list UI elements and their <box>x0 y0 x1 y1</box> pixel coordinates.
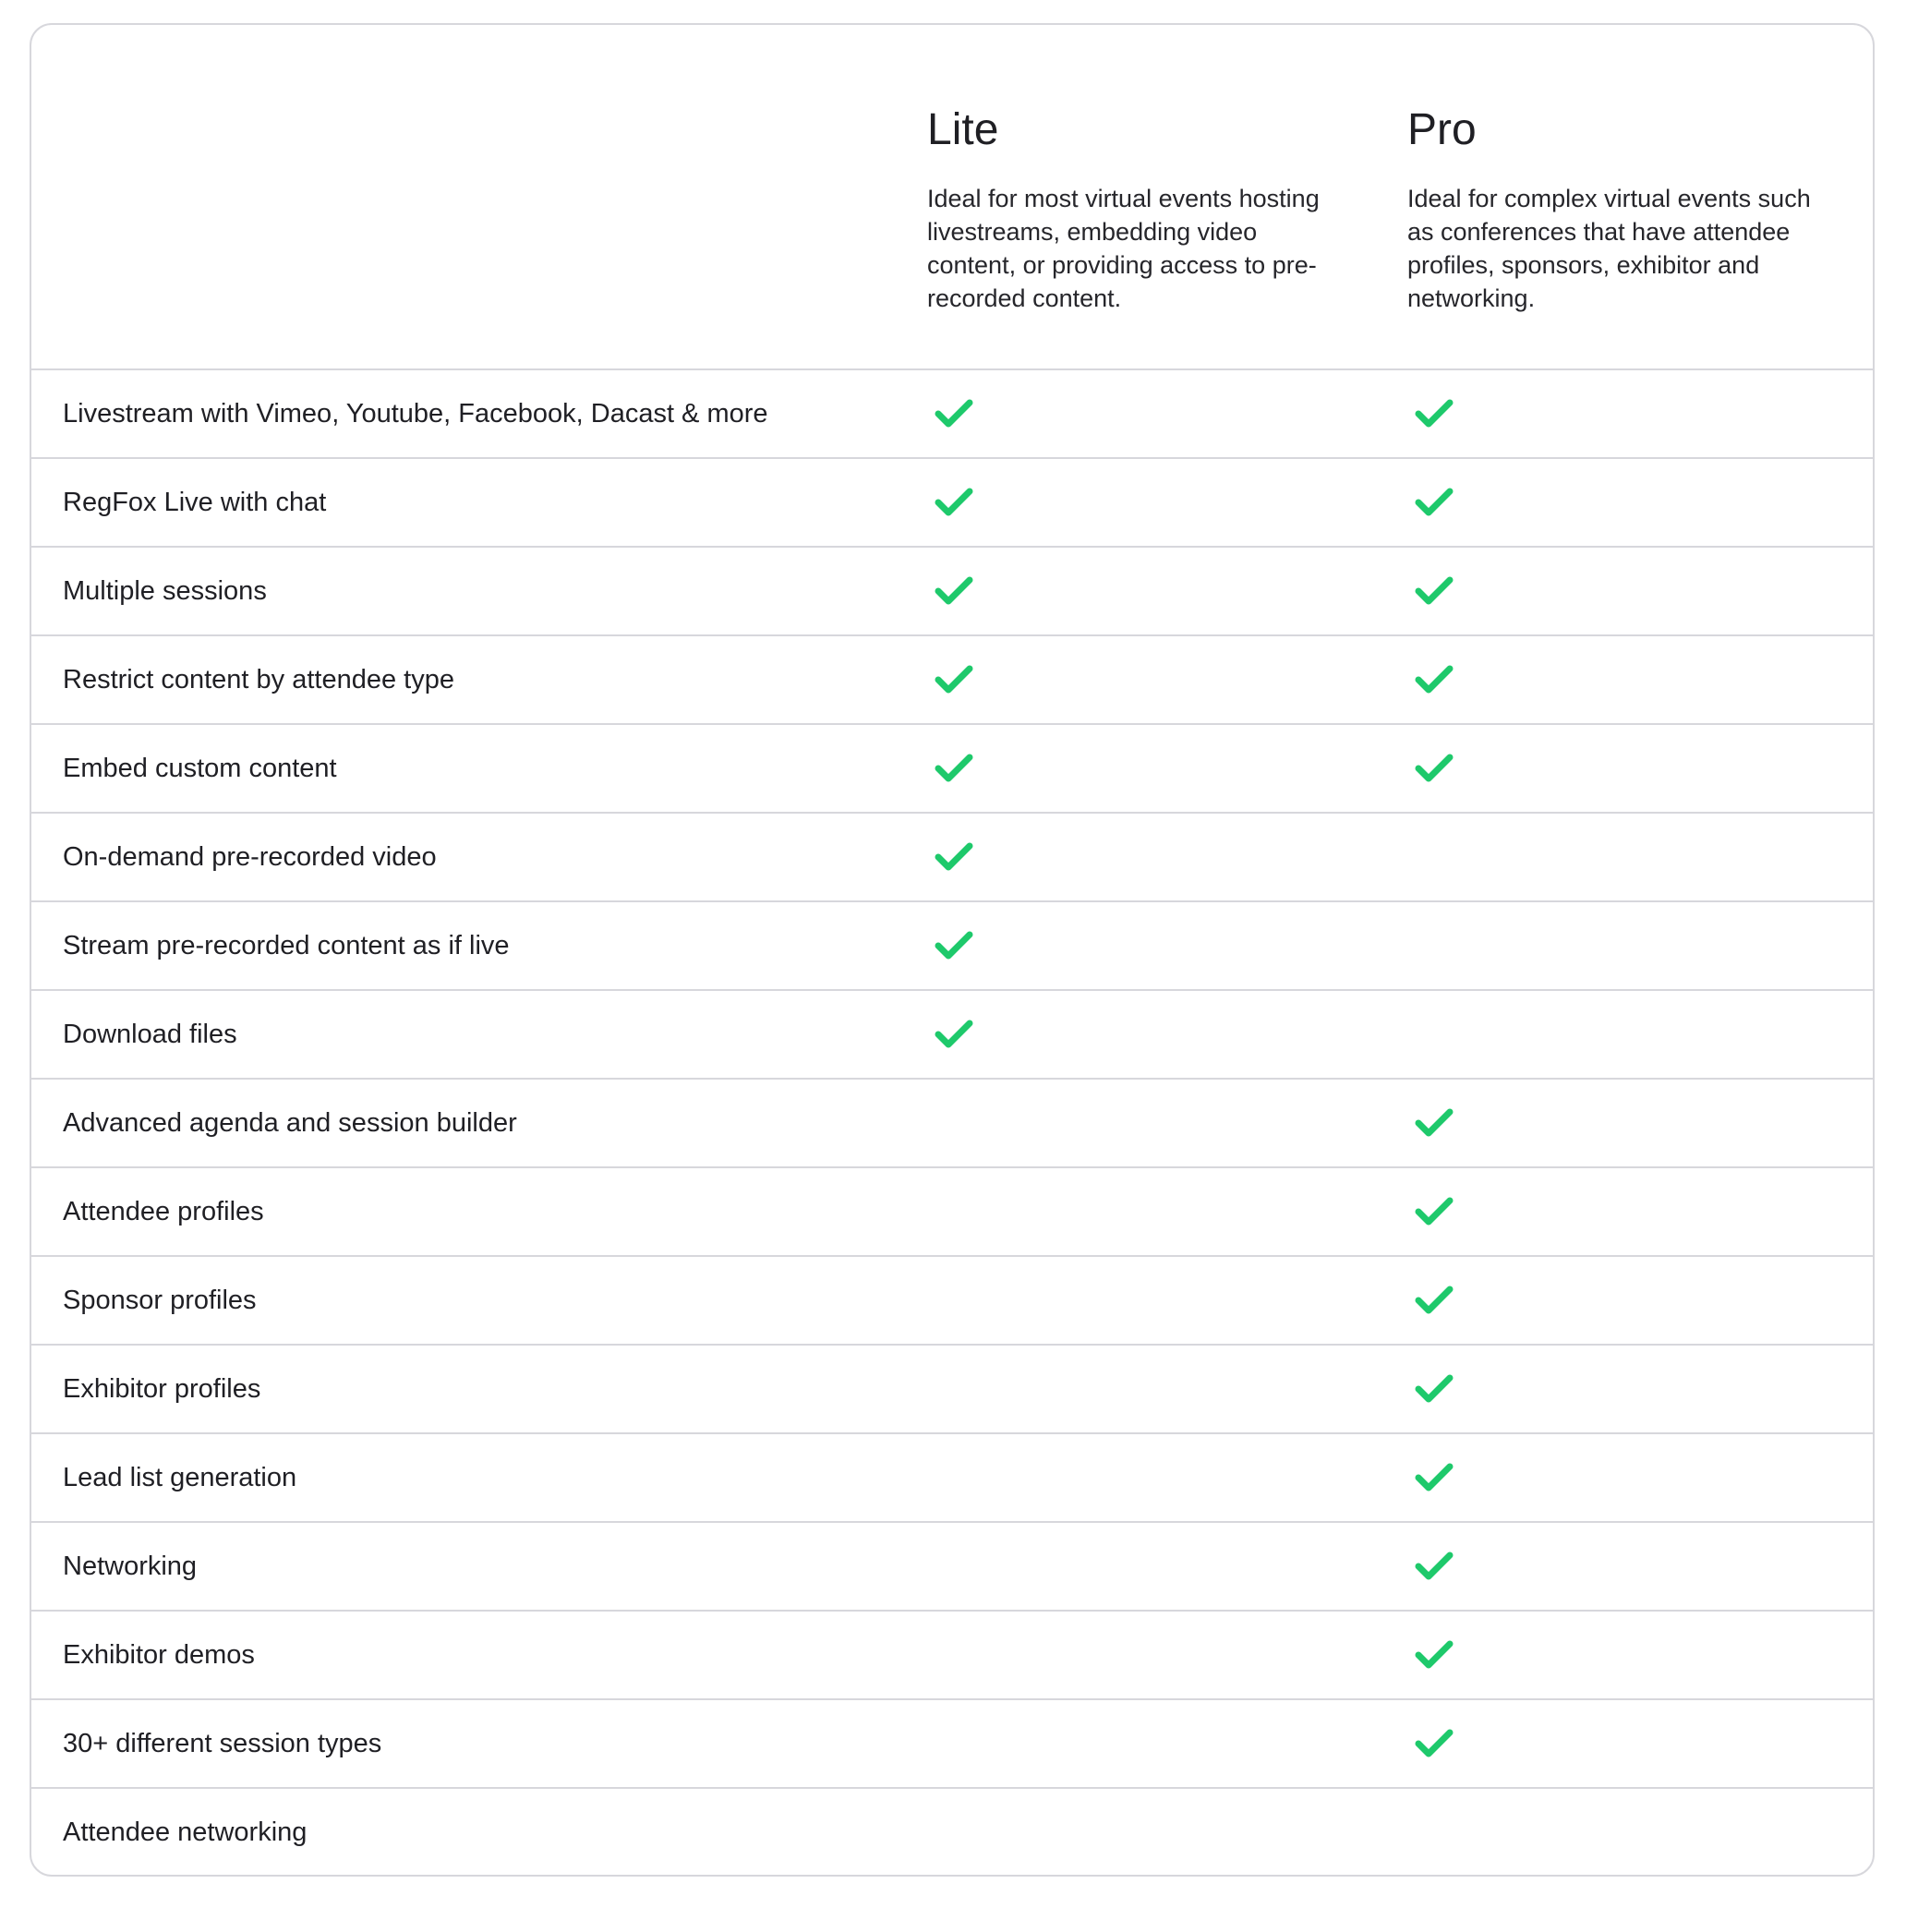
checkmark-icon <box>1415 753 1454 784</box>
lite-cell <box>935 370 990 457</box>
lite-cell <box>935 548 990 634</box>
table-row <box>31 1700 1873 1789</box>
plan-lite-title: Lite <box>927 105 999 154</box>
pro-cell <box>1415 725 1470 812</box>
pro-cell <box>1415 814 1470 900</box>
pro-cell <box>1415 1080 1470 1166</box>
table-row <box>31 902 1873 991</box>
table-header <box>31 25 1873 370</box>
feature-label: Networking <box>63 1552 198 1581</box>
lite-cell <box>935 814 990 900</box>
table-row <box>31 991 1873 1080</box>
pro-cell <box>1415 1168 1470 1255</box>
lite-cell <box>935 1523 990 1610</box>
lite-cell <box>935 725 990 812</box>
checkmark-icon <box>935 1019 973 1050</box>
feature-rows <box>31 370 1873 1877</box>
lite-cell <box>935 1789 990 1876</box>
pro-cell <box>1415 459 1470 546</box>
feature-label: Livestream with Vimeo, Youtube, Facebook, Dacast & more <box>63 399 768 429</box>
feature-label: Restrict content by attendee type <box>63 665 454 694</box>
checkmark-icon <box>1415 1285 1454 1316</box>
lite-cell <box>935 991 990 1078</box>
table-row <box>31 1346 1873 1434</box>
feature-label: Stream pre-recorded content as if live <box>63 931 510 960</box>
table-row <box>31 1434 1873 1523</box>
feature-label: Exhibitor profiles <box>63 1374 261 1404</box>
table-row <box>31 814 1873 902</box>
table-row <box>31 725 1873 814</box>
plan-pro-description: Ideal for complex virtual events such as conferences that have attendee profiles, sponsors, exhibitor and networking. <box>1407 185 1811 312</box>
pro-cell <box>1415 1612 1470 1698</box>
pro-cell <box>1415 1257 1470 1344</box>
feature-label: 30+ different session types <box>63 1729 382 1758</box>
plan-lite-description: Ideal for most virtual events hosting livestreams, embedding video content, or providing access to pre-recorded content. <box>927 185 1320 312</box>
lite-cell <box>935 1168 990 1255</box>
lite-cell <box>935 459 990 546</box>
feature-label: Lead list generation <box>63 1463 297 1492</box>
table-row <box>31 1168 1873 1257</box>
feature-label: Multiple sessions <box>63 576 267 606</box>
checkmark-icon <box>1415 1639 1454 1671</box>
feature-label: Download files <box>63 1020 237 1049</box>
checkmark-icon <box>935 664 973 695</box>
pro-cell <box>1415 1523 1470 1610</box>
checkmark-icon <box>1415 1196 1454 1227</box>
pro-cell <box>1415 1434 1470 1521</box>
checkmark-icon <box>1415 1373 1454 1405</box>
checkmark-icon <box>935 487 973 518</box>
checkmark-icon <box>1415 664 1454 695</box>
checkmark-icon <box>935 575 973 607</box>
lite-cell <box>935 1257 990 1344</box>
table-row <box>31 548 1873 636</box>
checkmark-icon <box>935 753 973 784</box>
pro-cell <box>1415 1346 1470 1432</box>
feature-label: RegFox Live with chat <box>63 488 327 517</box>
checkmark-icon <box>1415 1462 1454 1493</box>
feature-label: Exhibitor demos <box>63 1640 255 1670</box>
pro-cell <box>1415 548 1470 634</box>
feature-label: On-demand pre-recorded video <box>63 842 437 872</box>
lite-cell <box>935 1434 990 1521</box>
lite-cell <box>935 1700 990 1787</box>
plan-lite <box>927 104 1352 315</box>
pro-cell <box>1415 902 1470 989</box>
feature-label: Attendee networking <box>63 1817 308 1847</box>
feature-label: Embed custom content <box>63 754 337 783</box>
table-row <box>31 1612 1873 1700</box>
table-row <box>31 370 1873 459</box>
feature-label: Sponsor profiles <box>63 1286 257 1315</box>
feature-label: Attendee profiles <box>63 1197 264 1226</box>
checkmark-icon <box>935 930 973 961</box>
table-row <box>31 1789 1873 1877</box>
checkmark-icon <box>1415 1551 1454 1582</box>
pro-cell <box>1415 370 1470 457</box>
checkmark-icon <box>1415 1107 1454 1139</box>
table-row <box>31 1523 1873 1612</box>
comparison-table <box>30 23 1875 1877</box>
lite-cell <box>935 1612 990 1698</box>
checkmark-icon <box>935 841 973 873</box>
table-row <box>31 1080 1873 1168</box>
checkmark-icon <box>1415 1728 1454 1759</box>
pro-cell <box>1415 636 1470 723</box>
lite-cell <box>935 902 990 989</box>
checkmark-icon <box>935 398 973 429</box>
feature-label: Advanced agenda and session builder <box>63 1108 517 1138</box>
checkmark-icon <box>1415 575 1454 607</box>
plan-pro-title: Pro <box>1407 105 1477 154</box>
table-row <box>31 636 1873 725</box>
lite-cell <box>935 636 990 723</box>
pro-cell <box>1415 1700 1470 1787</box>
lite-cell <box>935 1080 990 1166</box>
checkmark-icon <box>1415 398 1454 429</box>
pro-cell <box>1415 1789 1470 1876</box>
checkmark-icon <box>1415 487 1454 518</box>
table-row <box>31 1257 1873 1346</box>
table-row <box>31 459 1873 548</box>
plan-pro <box>1407 104 1832 315</box>
lite-cell <box>935 1346 990 1432</box>
pro-cell <box>1415 991 1470 1078</box>
